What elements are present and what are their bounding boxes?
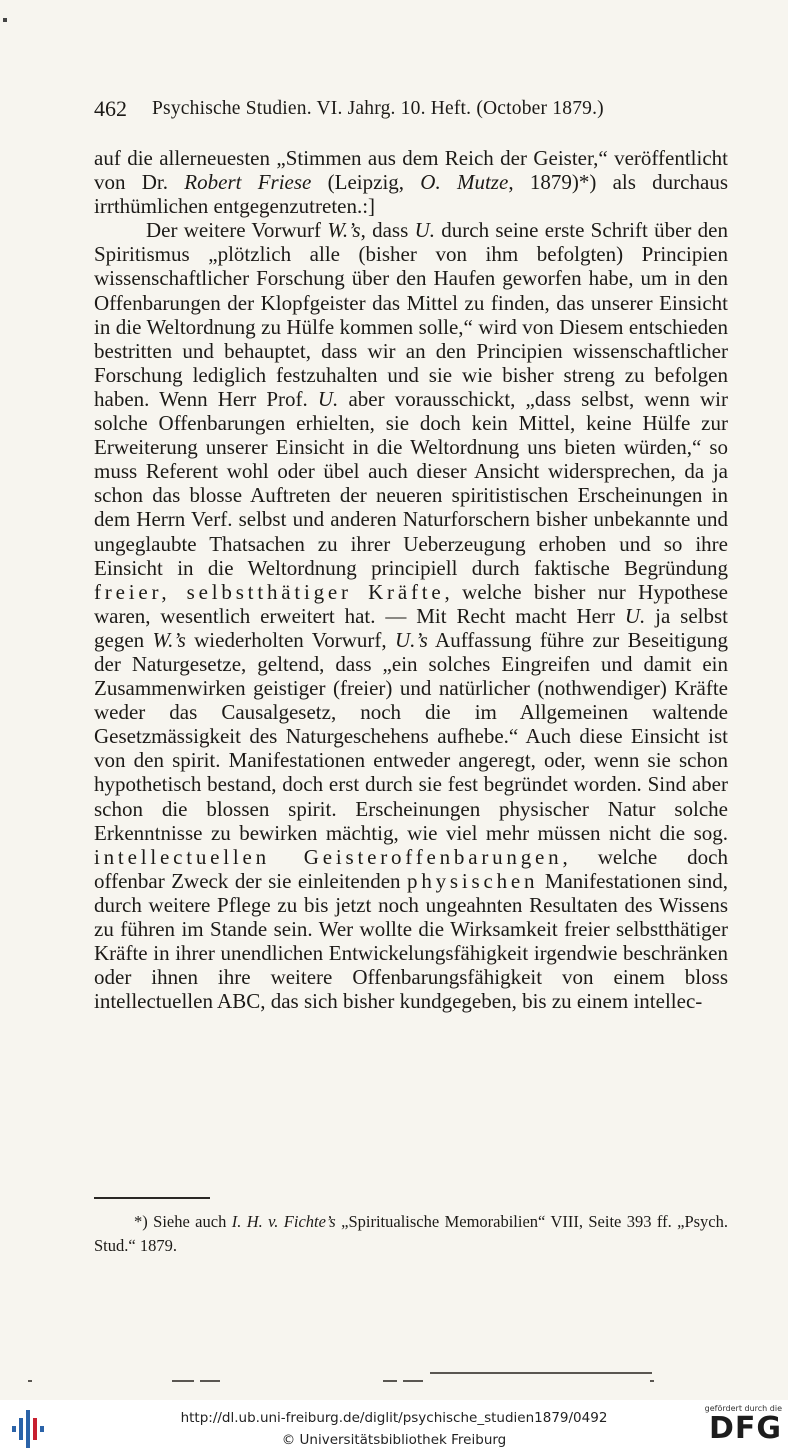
permalink-url[interactable]: http://dl.ub.uni-freiburg.de/diglit/psychische_studien1879/0492 — [180, 1410, 608, 1426]
running-title: Psychische Studien. VI. Jahrg. 10. Heft. (October 1879.) — [152, 98, 604, 119]
italic-name: U.’s — [394, 627, 428, 652]
scan-speck — [3, 18, 7, 22]
text-run: , dass — [360, 218, 415, 243]
text-run: Der weitere Vorwurf — [146, 218, 328, 243]
text-run: (Leipzig, — [311, 170, 421, 195]
text-run: , welche bisher nur Hypothese waren, wesentlich erweitert hat. — Mit Recht macht Herr — [94, 579, 728, 628]
dfg-logo-icon: DFG — [708, 1411, 782, 1446]
footnote-rule — [94, 1197, 210, 1199]
italic-name: Robert Friese — [184, 170, 312, 195]
scan-edge-marks — [0, 1370, 788, 1386]
italic-name: U. — [317, 386, 339, 411]
dfg-logo[interactable] — [698, 1404, 782, 1452]
text-run: , welche doch offenbar Zweck der sie einleitenden — [94, 844, 728, 893]
copyright-notice: © Universitätsbibliothek Freiburg — [281, 1432, 507, 1448]
text-run: aber vorausschickt, „dass selbst, wenn wir solche Offenbarungen erhielten, sie doch kein Mittel, keine Hülfe zur Erweiterung unserer Einsicht in die Weltordnung uns bieten würden,“ so muss Referent wohl oder übel auch dieser Ansicht widersprechen, da ja schon das blosse Auftreten der neueren spiritistischen Erscheinungen in dem Herrn Verf. selbst und anderen Naturforschern bisher unbekannte und ungeglaubte Thatsachen zu ihrer Ueberzeugung erhoben und so ihre Einsicht in die Weltordnung principiell durch faktische Begründung — [94, 386, 728, 580]
paragraph — [94, 218, 728, 1013]
text-run: Manifestationen sind, durch weitere Pflege zu bis jetzt noch ungeahnten Resultaten des Wissens zu führen im Stande sein. Wer wollte die Wirksamkeit freier selbstthätiger Kräfte in ihrer unendlichen Entwickelungsfähigkeit irgendwie beschränken oder ihnen ihre weitere Offenbarungsfähigkeit von einem bloss intellectuellen ABC, das sich bisher kundgegeben, bis zu einem intellec- — [94, 868, 729, 1014]
italic-name: U. — [414, 218, 435, 243]
italic-name: I. H. v. Fichte’s — [231, 1212, 336, 1231]
text-run: wiederholten Vorwurf, — [185, 627, 395, 652]
text-run: durch seine erste Schrift über den Spiritismus „plötzlich alle (bisher von ihm befolgten) Principien wissenschaftlicher Forschung über den Haufen geworfen habe, um in den Offenbarungen der Klopfgeister das Mittel zu finden, das unserer Einsicht in die Weltordnung zu Hülfe kommen solle,“ wird von Diesem entschieden bestritten und behauptet, dass wir an den Principien wissenschaftlicher Forschung lediglich festzuhalten und sie wie bisher streng zu befolgen haben. Wenn Herr Prof. — [94, 218, 728, 411]
italic-name: W.’s — [152, 627, 186, 652]
text-run: , 1879)*) als durchaus irrthümlichen entgegenzutreten.:] — [94, 170, 728, 219]
dfg-tagline: gefördert durch die — [704, 1404, 782, 1413]
emphasized-spaced-text: intellectuellen Geisteroffenbarungen — [94, 844, 563, 869]
text-run: auf die allerneuesten „Stimmen aus dem Reich der Geister,“ veröffentlicht von Dr. — [94, 146, 728, 195]
paragraph — [94, 146, 728, 218]
italic-name: O. Mutze — [420, 170, 509, 195]
italic-name: U. — [624, 603, 646, 628]
footnote — [94, 1210, 728, 1258]
body-text — [94, 146, 728, 1013]
viewer-footer — [0, 1400, 788, 1454]
emphasized-spaced-text: freier, selbstthätiger Kräfte — [94, 579, 445, 604]
emphasized-spaced-text: physischen — [407, 868, 539, 893]
text-run: *) Siehe auch — [134, 1212, 232, 1231]
page-header — [94, 96, 734, 128]
text-run: ja selbst gegen — [94, 603, 728, 652]
text-run: „Spiritualische Memorabilien“ VIII, Seite 393 ff. „Psych. Stud.“ 1879. — [94, 1212, 728, 1255]
text-run: Auffassung führe zur Beseitigung der Naturgesetze, geltend, dass „ein solches Eingreifen und damit ein Zusammenwirken geistiger (freier) und natürlicher (nothwendiger) Kräfte weder das Causalgesetz, noch die im Allgemeinen waltende Gesetzmässigkeit des Naturgeschehens aufhebe.“ Auch diese Einsicht ist von den spirit. Manifestationen entweder angeregt, oder, wenn sie schon hypothetisch bestand, doch erst durch sie fest begründet worden. Sind aber schon die blossen spirit. Erscheinungen physischer Natur solche Erkenntnisse zu bewirken mächtig, wie viel mehr müssen nicht die sog. — [94, 627, 728, 845]
footnote-text — [94, 1210, 728, 1258]
page-number: 462 — [94, 96, 127, 121]
italic-name: W.’s — [327, 218, 361, 243]
